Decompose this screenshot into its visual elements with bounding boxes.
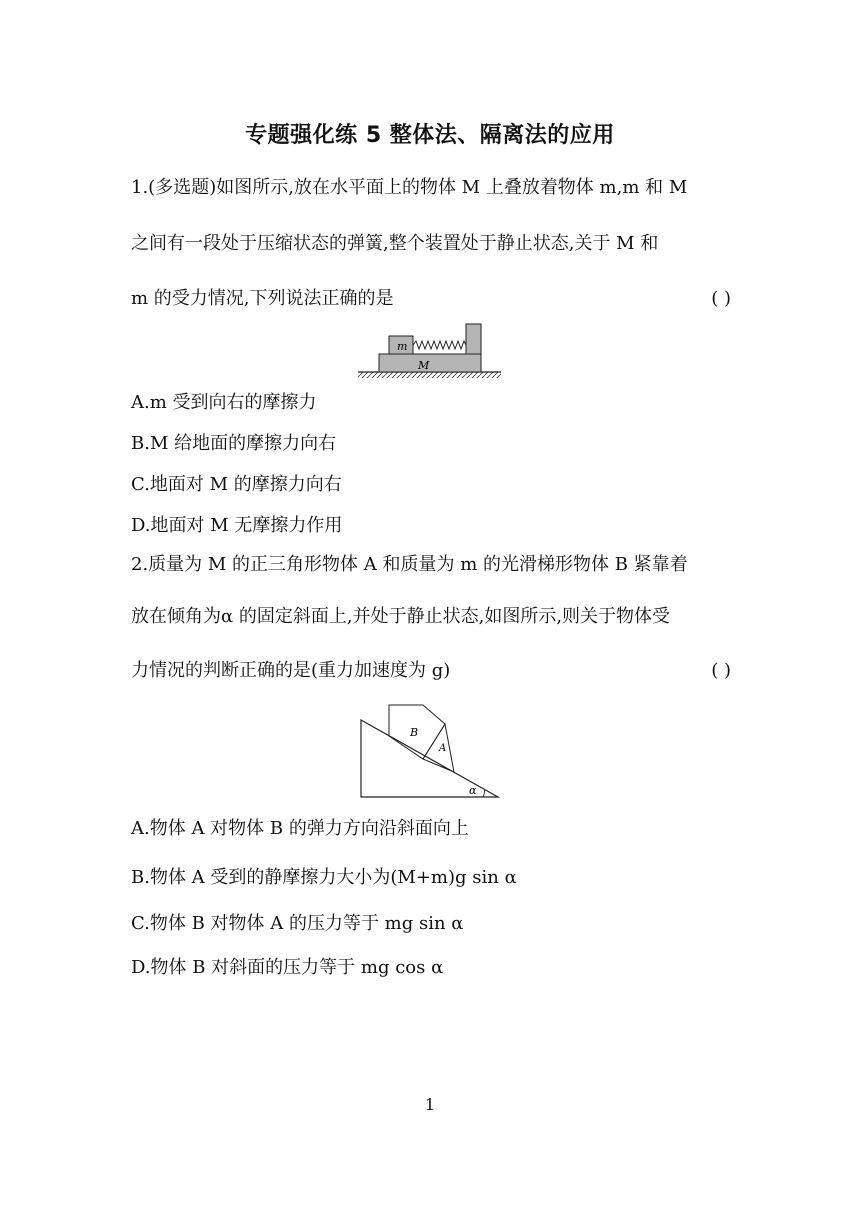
label-m: m <box>397 340 408 353</box>
q2-option-b: B.物体 A 受到的静摩擦力大小为(M+m)g sin α <box>131 867 517 888</box>
page-title: 专题强化练 5 整体法、隔离法的应用 <box>245 123 615 148</box>
q1-option-d: D.地面对 M 无摩擦力作用 <box>131 515 343 536</box>
label-A: A <box>439 743 447 754</box>
q2-line-3-text: 力情况的判断正确的是(重力加速度为 g) <box>131 660 451 681</box>
q1-line-3 <box>131 286 731 312</box>
q1-option-b: B.M 给地面的摩擦力向右 <box>131 433 337 454</box>
q1-figure-spring-blocks <box>355 320 505 382</box>
q1-line-3-text: m 的受力情况,下列说法正确的是 <box>131 288 394 309</box>
q1-line-1: 1.(多选题)如图所示,放在水平面上的物体 M 上叠放着物体 m,m 和 M <box>131 177 688 198</box>
q1-answer-bracket: ( ) <box>711 288 731 309</box>
q1-line-2: 之间有一段处于压缩状态的弹簧,整个装置处于静止状态,关于 M 和 <box>131 233 659 254</box>
ground-hatch <box>358 372 501 378</box>
q2-answer-bracket: ( ) <box>711 660 731 681</box>
spring <box>413 341 466 349</box>
q2-line-1: 2.质量为 M 的正三角形物体 A 和质量为 m 的光滑梯形物体 B 紧靠着 <box>131 554 688 575</box>
block-wall <box>466 324 481 354</box>
label-alpha: α <box>469 784 477 797</box>
angle-arc <box>483 789 485 797</box>
q2-line-3 <box>131 658 731 684</box>
incline <box>361 720 498 797</box>
q2-option-a: A.物体 A 对物体 B 的弹力方向沿斜面向上 <box>131 818 469 839</box>
q2-figure-incline <box>355 700 505 802</box>
q2-line-2: 放在倾角为α 的固定斜面上,并处于静止状态,如图所示,则关于物体受 <box>131 606 671 627</box>
label-M: M <box>418 359 430 372</box>
q2-option-d: D.物体 B 对斜面的压力等于 mg cos α <box>131 957 444 978</box>
big-block-M <box>379 354 481 372</box>
label-B: B <box>410 726 419 739</box>
q2-option-c: C.物体 B 对物体 A 的压力等于 mg sin α <box>131 913 464 934</box>
q1-option-a: A.m 受到向右的摩擦力 <box>131 392 317 413</box>
q1-option-c: C.地面对 M 的摩擦力向右 <box>131 474 342 495</box>
page-number: 1 <box>424 1095 436 1114</box>
